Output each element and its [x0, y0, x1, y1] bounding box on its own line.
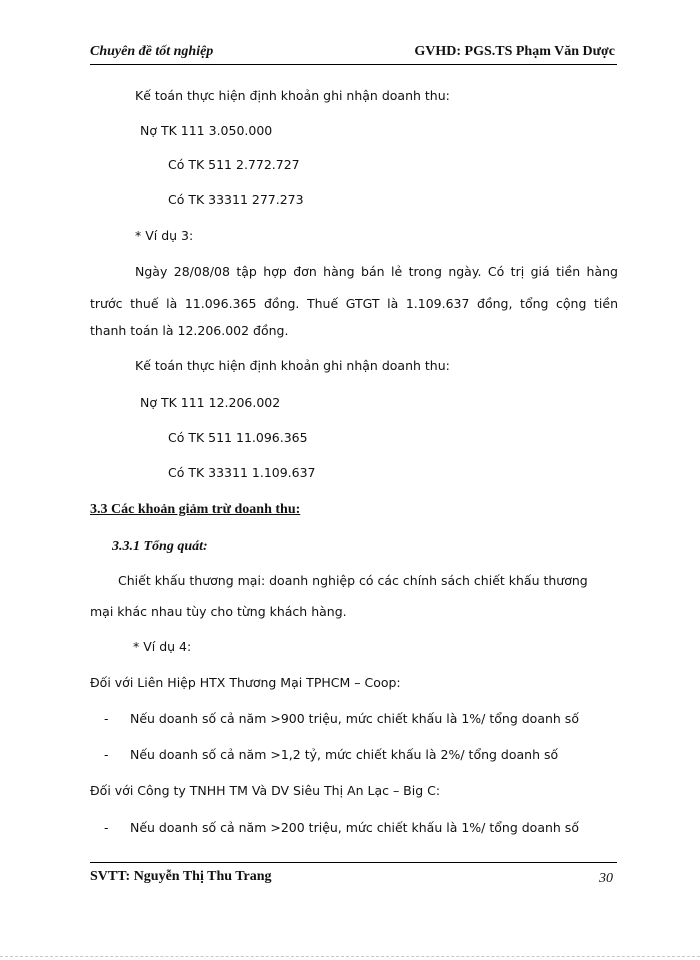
coop-bullet-1: Nếu doanh số cả năm >900 triệu, mức chiết khấu là 1%/ tổng doanh số — [130, 711, 579, 726]
bullet-dash: - — [104, 747, 109, 762]
bullet-dash: - — [104, 711, 109, 726]
credit-entry-1a: Có TK 511 2.772.727 — [168, 157, 300, 172]
credit-entry-2a: Có TK 511 11.096.365 — [168, 430, 308, 445]
example-3-line-1: Ngày 28/08/08 tập hợp đơn hàng bán lẻ trong ngày. Có trị giá tiền hàng — [135, 264, 618, 279]
bullet-dash: - — [104, 820, 109, 835]
example-3-line-3: thanh toán là 12.206.002 đồng. — [90, 323, 289, 338]
credit-entry-1b: Có TK 33311 277.273 — [168, 192, 304, 207]
example-3-label: * Ví dụ 3: — [135, 228, 194, 243]
example-3-line-2: trước thuế là 11.096.365 đồng. Thuế GTGT là 1.109.637 đồng, tổng cộng tiền — [90, 296, 618, 311]
debit-entry-2: Nợ TK 111 12.206.002 — [140, 395, 281, 410]
section-heading: 3.3 Các khoản giảm trừ doanh thu: — [90, 502, 301, 517]
example-4-label: * Ví dụ 4: — [133, 639, 192, 654]
header-supervisor: GVHD: PGS.TS Phạm Văn Dược — [414, 44, 615, 59]
page-boundary — [0, 956, 700, 957]
bigc-heading: Đối với Công ty TNHH TM Và DV Siêu Thị An Lạc – Big C: — [90, 783, 441, 798]
page-number: 30 — [599, 871, 613, 886]
discount-paragraph-line-2: mại khác nhau tùy cho từng khách hàng. — [90, 604, 347, 619]
debit-entry-1: Nợ TK 111 3.050.000 — [140, 123, 273, 138]
page-footer — [90, 862, 617, 887]
paragraph-entry-intro-1: Kế toán thực hiện định khoản ghi nhận doanh thu: — [135, 88, 450, 103]
credit-entry-2b: Có TK 33311 1.109.637 — [168, 465, 316, 480]
subsection-heading: 3.3.1 Tổng quát: — [112, 539, 208, 554]
coop-heading: Đối với Liên Hiệp HTX Thương Mại TPHCM – Coop: — [90, 675, 401, 690]
footer-student: SVTT: Nguyễn Thị Thu Trang — [90, 869, 272, 884]
header-document-type: Chuyên đề tốt nghiệp — [90, 44, 214, 59]
coop-bullet-2: Nếu doanh số cả năm >1,2 tỷ, mức chiết khấu là 2%/ tổng doanh số — [130, 747, 559, 762]
discount-paragraph-line-1: Chiết khấu thương mại: doanh nghiệp có các chính sách chiết khấu thương — [118, 573, 588, 588]
paragraph-entry-intro-2: Kế toán thực hiện định khoản ghi nhận doanh thu: — [135, 358, 450, 373]
bigc-bullet-1: Nếu doanh số cả năm >200 triệu, mức chiết khấu là 1%/ tổng doanh số — [130, 820, 579, 835]
